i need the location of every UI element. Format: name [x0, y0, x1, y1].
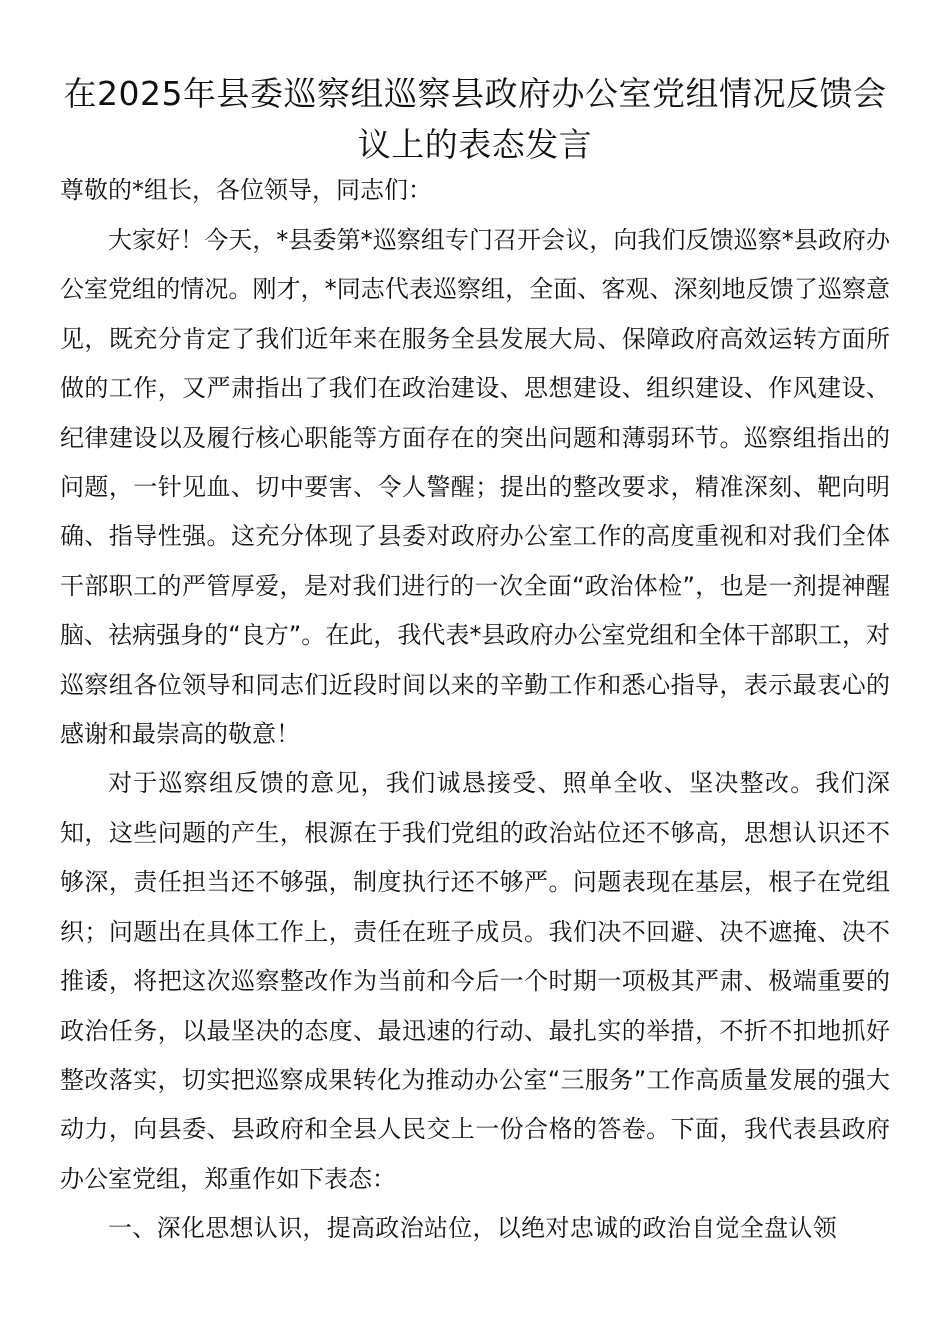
- salutation: 尊敬的*组长，各位领导，同志们：: [60, 176, 432, 204]
- document-body: [60, 216, 890, 1254]
- paragraph-opening: 大家好！今天，*县委第*巡察组专门召开会议，向我们反馈巡察*县政府办公室党组的情况。刚才，*同志代表巡察组，全面、客观、深刻地反馈了巡察意见，既充分肯定了我们近年来在服务全县发展大局、保障政府高效运转方面所做的工作，又严肃指出了我们在政治建设、思想建设、组织建设、作风建设、纪律建设以及履行核心职能等方面存在的突出问题和薄弱环节。巡察组指出的问题，一针见血、切中要害、令人警醒；提出的整改要求，精准深刻、靶向明确、指导性强。这充分体现了县委对政府办公室工作的高度重视和对我们全体干部职工的严管厚爱，是对我们进行的一次全面“政治体检”，也是一剂提神醒脑、祛病强身的“良方”。在此，我代表*县政府办公室党组和全体干部职工，对巡察组各位领导和同志们近段时间以来的辛勤工作和悉心指导，表示最衷心的感谢和最崇高的敬意！: [60, 226, 890, 749]
- section-heading-one: 一、深化思想认识，提高政治站位，以绝对忠诚的政治自觉全盘认领: [108, 1214, 837, 1243]
- paragraph-acceptance: 对于巡察组反馈的意见，我们诚恳接受、照单全收、坚决整改。我们深知，这些问题的产生，根源在于我们党组的政治站位还不够高，思想认识还不够深，责任担当还不够强，制度执行还不够严。问题表现在基层，根子在党组织；问题出在具体工作上，责任在班子成员。我们决不回避、决不遮掩、决不推诿，将把这次巡察整改作为当前和今后一个时期一项极其严肃、极端重要的政治任务，以最坚决的态度、最迅速的行动、最扎实的举措，不折不扣地抓好整改落实，切实把巡察成果转化为推动办公室“三服务”工作高质量发展的强大动力，向县委、县政府和全县人民交上一份合格的答卷。下面，我代表县政府办公室党组，郑重作如下表态：: [60, 769, 890, 1193]
- document-title: 在2025年县委巡察组巡察县政府办公室党组情况反馈会议上的表态发言: [63, 74, 887, 164]
